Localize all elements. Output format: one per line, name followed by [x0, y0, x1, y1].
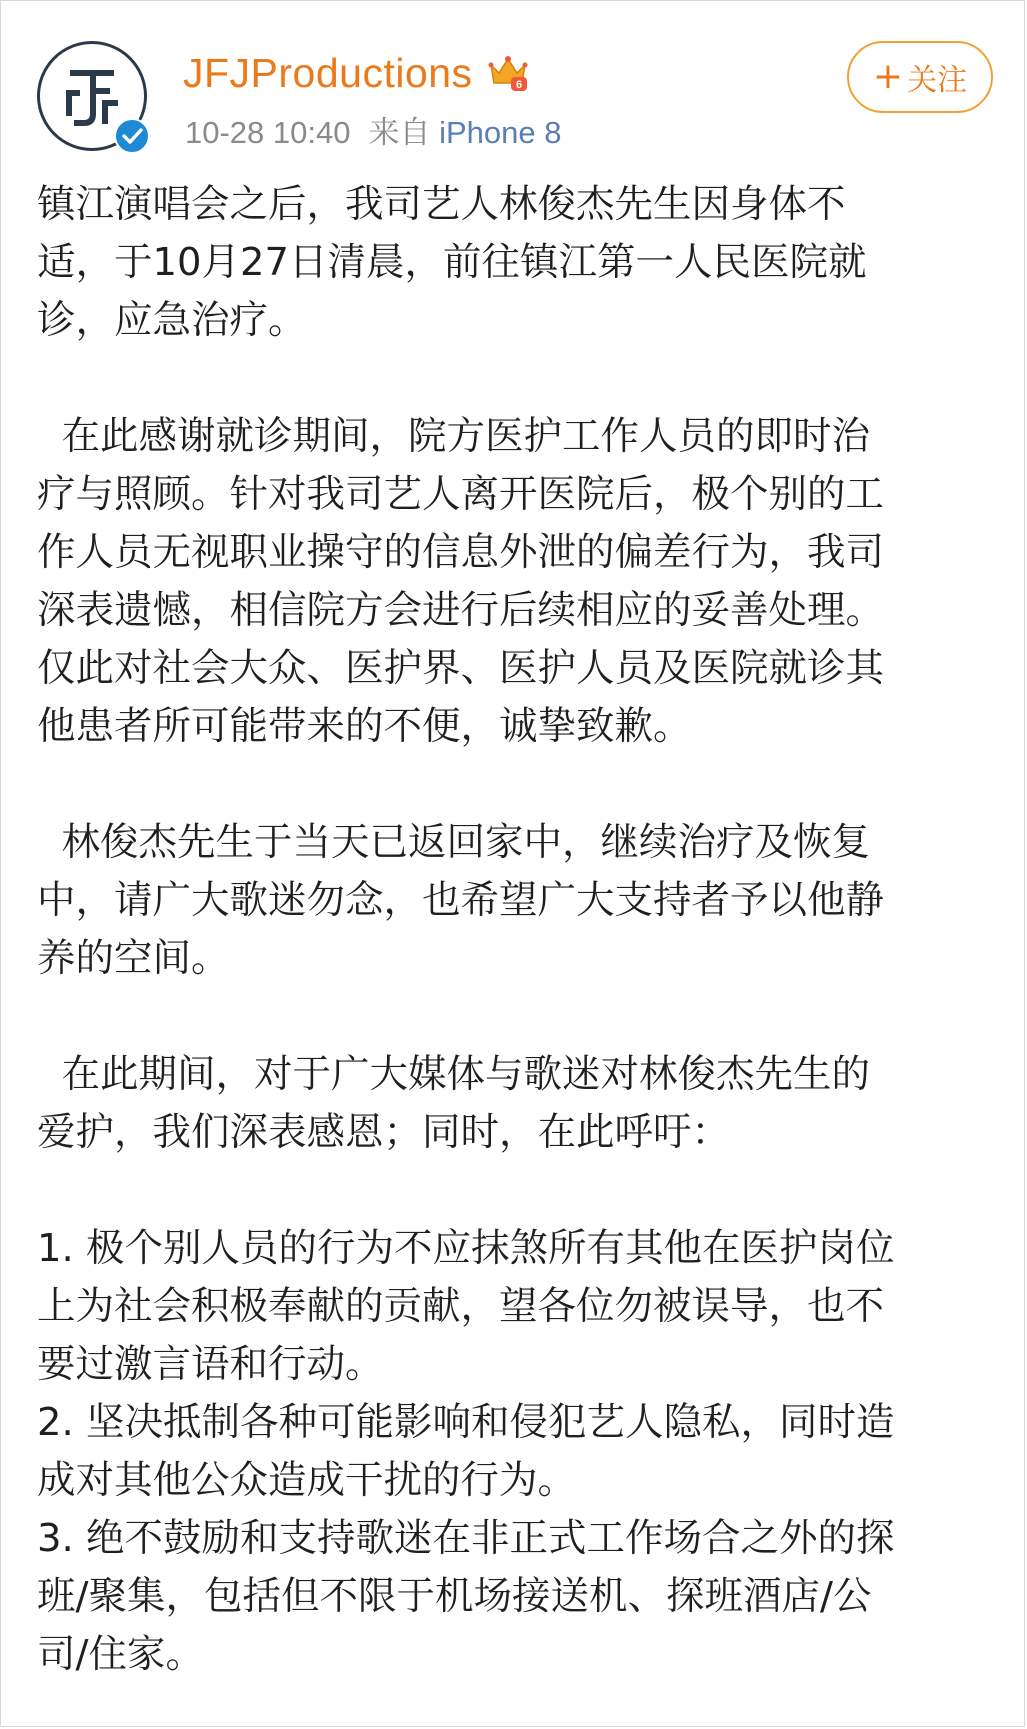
post-line: 司/住家。 — [37, 1632, 204, 1677]
post-line: 在此期间，对于广大媒体与歌迷对林俊杰先生的 — [37, 1052, 870, 1097]
post-body — [37, 176, 997, 1684]
post-line: 成对其他公众造成干扰的行为。 — [37, 1458, 577, 1503]
source-prefix: 来自 — [368, 115, 431, 150]
post-line: 要过激言语和行动。 — [37, 1342, 384, 1387]
post-info — [185, 107, 562, 152]
post-line: 他患者所可能带来的不便，诚挚致歉。 — [37, 704, 692, 749]
paragraph-spacer — [37, 1162, 997, 1220]
paragraph-spacer — [37, 756, 997, 814]
post-line: 深表遗憾，相信院方会进行后续相应的妥善处理。 — [37, 588, 885, 633]
post-line: 作人员无视职业操守的信息外泄的偏差行为，我司 — [37, 530, 885, 575]
post-line: 林俊杰先生于当天已返回家中，继续治疗及恢复 — [37, 820, 870, 865]
post-line: 诊，应急治疗。 — [37, 298, 307, 343]
vip-crown-icon[interactable] — [487, 53, 529, 93]
username[interactable]: JFJProductions — [183, 49, 473, 96]
username-row — [183, 45, 529, 101]
post-line: 3. 绝不鼓励和支持歌迷在非正式工作场合之外的探 — [37, 1516, 895, 1561]
post-line: 2. 坚决抵制各种可能影响和侵犯艺人隐私，同时造 — [37, 1400, 895, 1445]
post-header — [37, 41, 993, 161]
post-line: 仅此对社会大众、医护界、医护人员及医院就诊其 — [37, 646, 885, 691]
post-line: 适，于10月27日清晨，前往镇江第一人民医院就 — [37, 240, 867, 285]
user-meta — [183, 41, 783, 161]
post-line: 疗与照顾。针对我司艺人离开医院后，极个别的工 — [37, 472, 885, 517]
verified-badge-icon — [114, 118, 150, 154]
avatar[interactable] — [37, 41, 147, 151]
plus-icon: + — [872, 56, 904, 97]
post-line: 1. 极个别人员的行为不应抹煞所有其他在医护岗位 — [37, 1226, 895, 1271]
post-line: 中，请广大歌迷勿念，也希望广大支持者予以他静 — [37, 878, 885, 923]
post-line: 在此感谢就诊期间，院方医护工作人员的即时治 — [37, 414, 870, 459]
post-line: 养的空间。 — [37, 936, 230, 981]
source-device[interactable]: iPhone 8 — [439, 115, 562, 150]
post-line: 上为社会积极奉献的贡献，望各位勿被误导，也不 — [37, 1284, 885, 1329]
post-line: 镇江演唱会之后，我司艺人林俊杰先生因身体不 — [37, 182, 846, 227]
post-line: 班/聚集，包括但不限于机场接送机、探班酒店/公 — [37, 1574, 872, 1619]
vip-level: 6 — [515, 79, 522, 91]
paragraph-spacer — [37, 350, 997, 408]
follow-label: 关注 — [907, 63, 968, 98]
post-line: 爱护，我们深表感恩；同时，在此呼吁： — [37, 1110, 731, 1155]
follow-button[interactable] — [847, 41, 993, 113]
paragraph-spacer — [37, 988, 997, 1046]
post-timestamp: 10-28 10:40 — [185, 115, 351, 150]
